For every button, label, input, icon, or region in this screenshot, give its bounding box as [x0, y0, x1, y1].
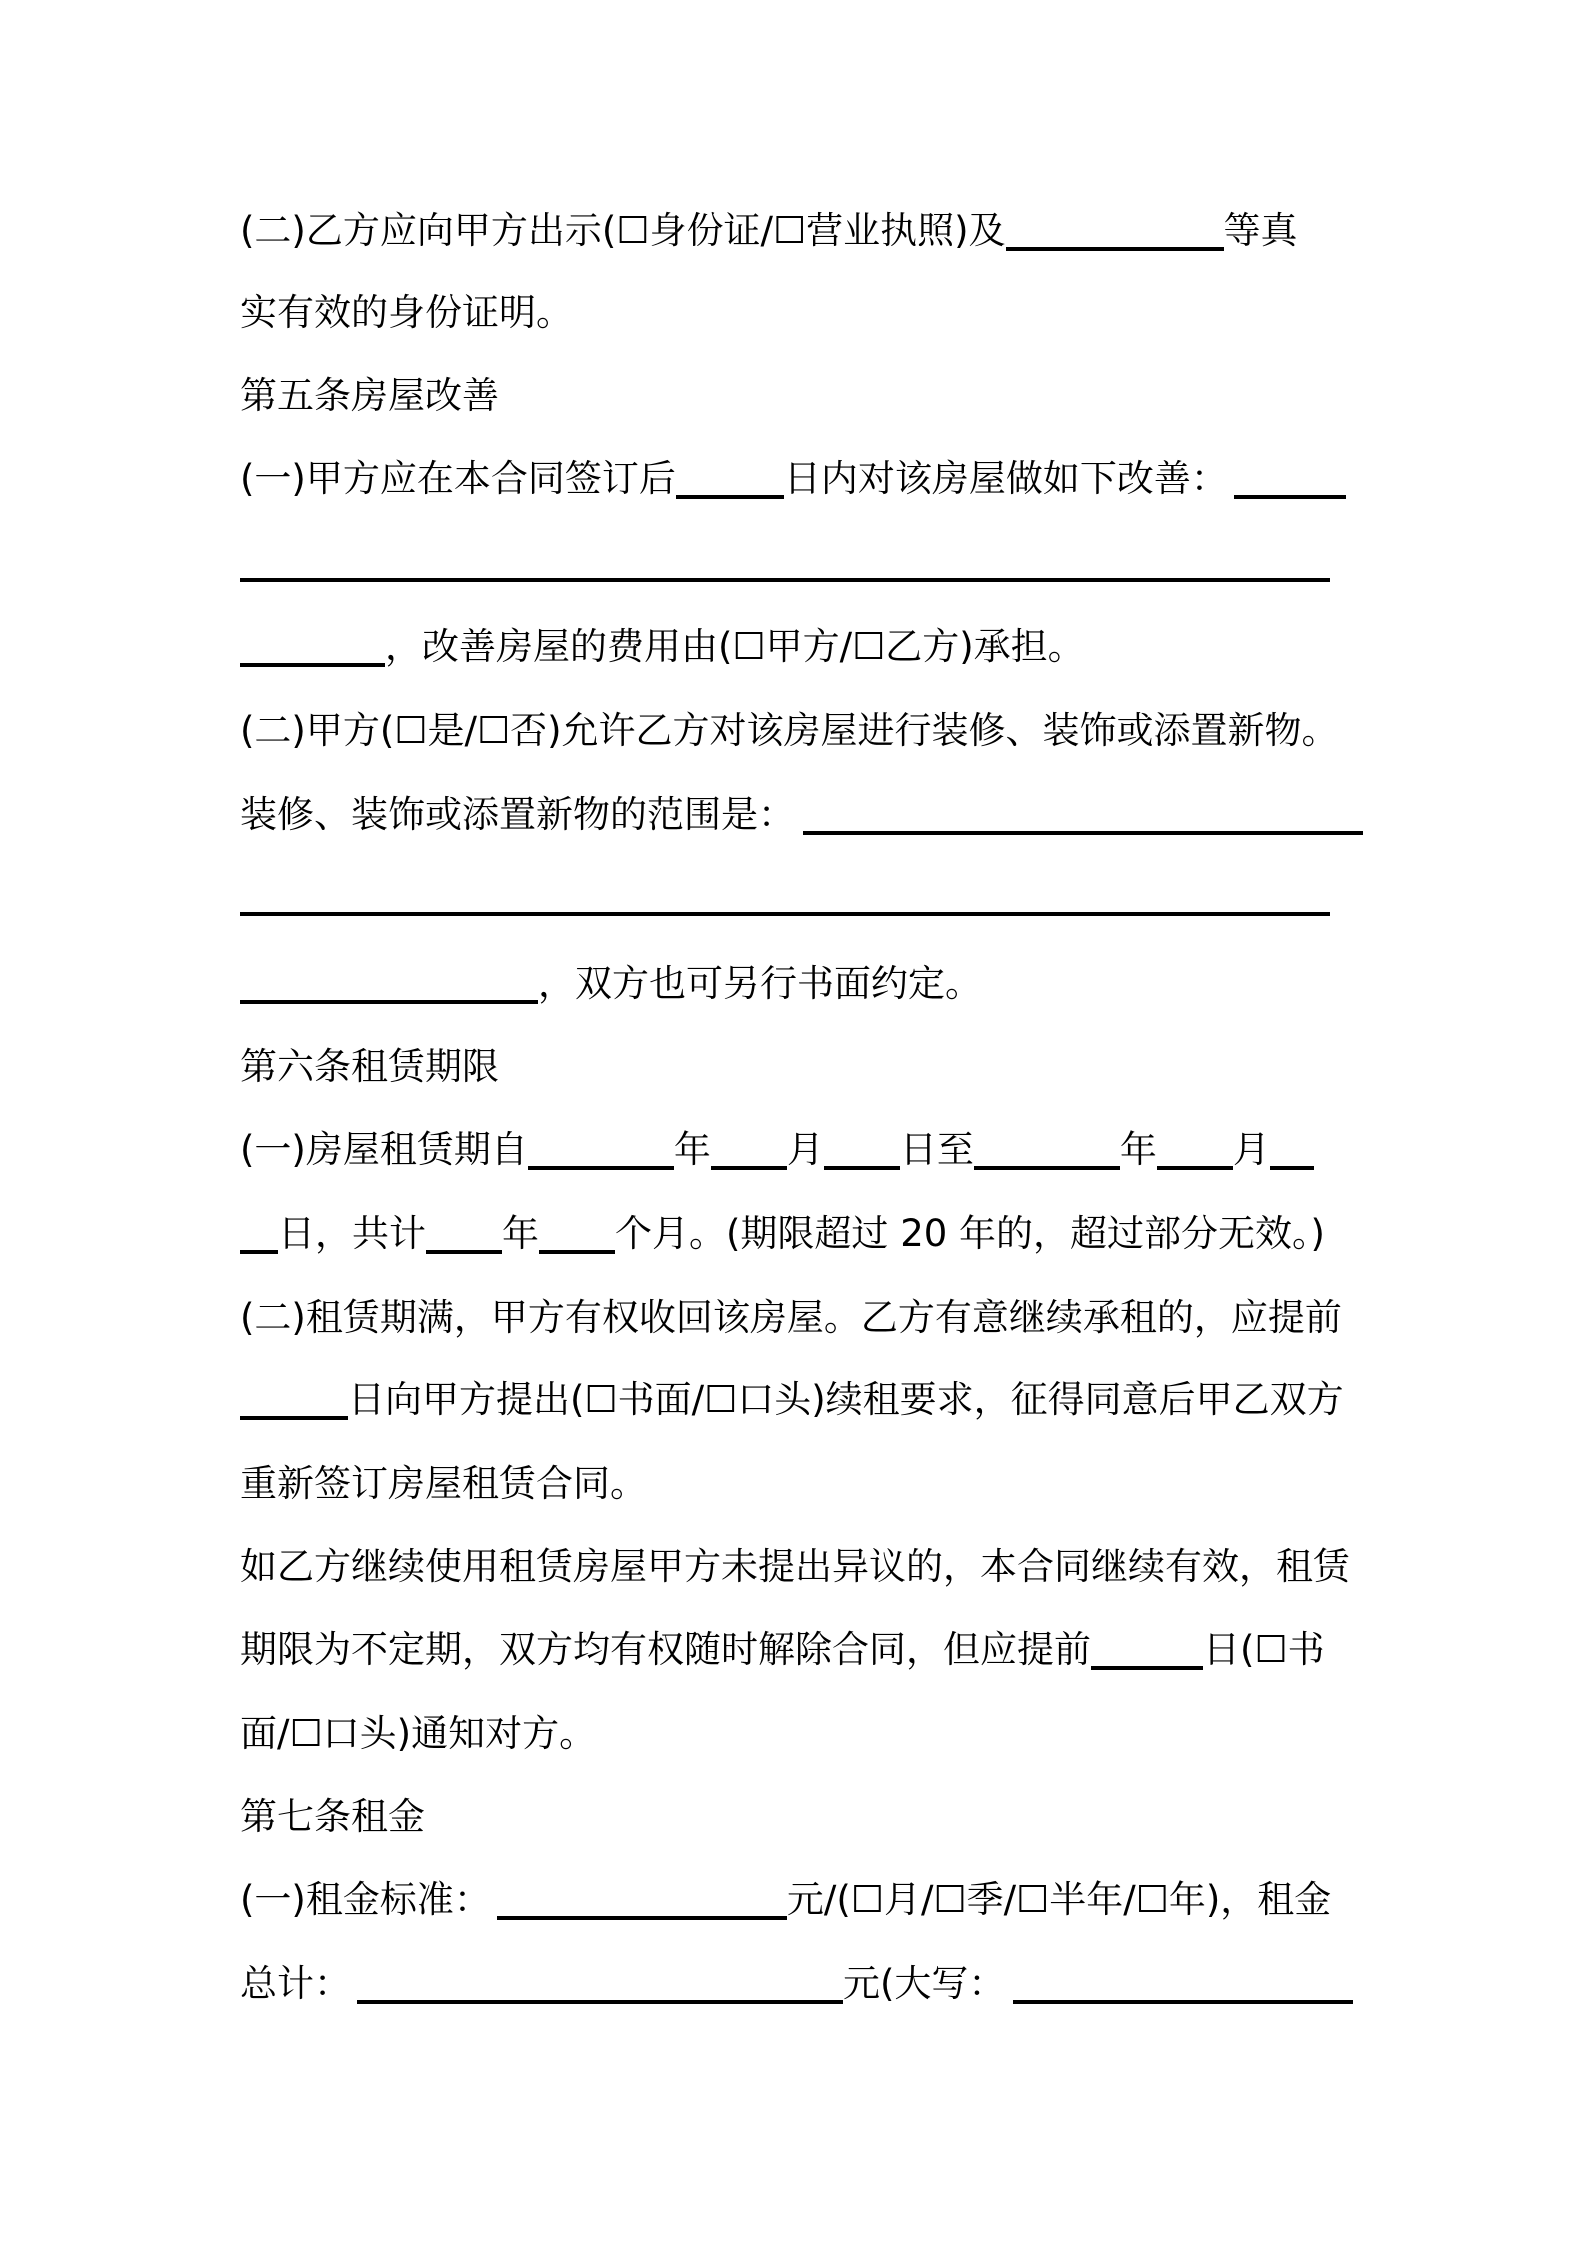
blank-field-month[interactable] — [711, 1127, 787, 1170]
article-heading: 第六条租赁期限 — [240, 1045, 499, 1088]
blank-field-month[interactable] — [539, 1211, 615, 1254]
text: 日至 — [899, 1128, 974, 1171]
blank-field-days[interactable] — [1091, 1627, 1203, 1670]
blank-field-amount-words[interactable] — [1013, 1961, 1353, 2004]
paragraph-lease-total — [240, 1205, 1325, 1263]
text: 元/(☐月/☐季/☐半年/☐年)，租金 — [786, 1878, 1332, 1921]
blank-field-year[interactable] — [528, 1127, 674, 1170]
blank-field-year[interactable] — [426, 1211, 502, 1254]
text: 年 — [502, 1212, 539, 1255]
text: 装修、装饰或添置新物的范围是： — [240, 793, 795, 836]
blank-field[interactable] — [803, 792, 1363, 835]
paragraph-renewal: (二)租赁期满，甲方有权收回该房屋。乙方有意继续承租的，应提前 — [240, 1296, 1342, 1339]
blank-field-month[interactable] — [1157, 1127, 1233, 1170]
paragraph-id-clause — [240, 202, 1298, 260]
paragraph-indefinite — [240, 1621, 1325, 1679]
text: ，双方也可另行书面约定。 — [538, 962, 982, 1005]
paragraph-line: 实有效的身份证明。 — [240, 291, 573, 334]
paragraph-lease-period — [240, 1121, 1314, 1179]
blank-field-days[interactable] — [676, 456, 784, 499]
blank-field[interactable] — [240, 624, 385, 667]
paragraph-scope — [240, 786, 1363, 844]
blank-line[interactable] — [240, 912, 1330, 916]
text: ，改善房屋的费用由(☐甲方/☐乙方)承担。 — [385, 625, 1085, 668]
text: 月 — [1232, 1128, 1270, 1171]
paragraph-rent-total — [240, 1955, 1353, 2013]
blank-field-days[interactable] — [240, 1377, 348, 1420]
blank-line[interactable] — [240, 578, 1330, 582]
text: 日内对该房屋做如下改善： — [783, 457, 1228, 500]
article-heading: 第七条租金 — [240, 1795, 425, 1838]
blank-field-amount[interactable] — [497, 1877, 787, 1920]
text: 日(☐书 — [1203, 1628, 1325, 1671]
paragraph-agreement — [240, 955, 982, 1013]
paragraph-rent-standard — [240, 1871, 1331, 1929]
article-heading: 第五条房屋改善 — [240, 374, 499, 417]
paragraph-renewal-request — [240, 1371, 1344, 1429]
text: 总计： — [240, 1962, 351, 2005]
paragraph-improvement — [240, 450, 1346, 508]
blank-field-day[interactable] — [240, 1211, 278, 1254]
text: 日，共计 — [278, 1212, 426, 1255]
text: 等真 — [1223, 209, 1298, 252]
blank-field-day[interactable] — [1270, 1127, 1314, 1170]
text: 元(大写： — [843, 1962, 1006, 2005]
text: (一)甲方应在本合同签订后 — [240, 457, 676, 500]
blank-field[interactable] — [1006, 208, 1224, 251]
blank-field-day[interactable] — [824, 1127, 900, 1170]
blank-field-year[interactable] — [974, 1127, 1120, 1170]
paragraph-continue: 如乙方继续使用租赁房屋甲方未提出异议的，本合同继续有效，租赁 — [240, 1545, 1350, 1588]
text: 月 — [786, 1128, 824, 1171]
paragraph-line: 面/☐口头)通知对方。 — [240, 1712, 597, 1755]
text: 年 — [673, 1128, 711, 1171]
paragraph-cost — [240, 618, 1085, 676]
text: 年 — [1119, 1128, 1157, 1171]
text: 个月。(期限超过 20 年的，超过部分无效。) — [615, 1212, 1325, 1255]
blank-field[interactable] — [240, 961, 538, 1004]
blank-field-amount[interactable] — [357, 1961, 843, 2004]
text: 期限为不定期，双方均有权随时解除合同，但应提前 — [240, 1628, 1091, 1671]
paragraph-renovation: (二)甲方(☐是/☐否)允许乙方对该房屋进行装修、装饰或添置新物。 — [240, 709, 1339, 752]
text: (二)乙方应向甲方出示(☐身份证/☐营业执照)及 — [240, 209, 1006, 252]
blank-field[interactable] — [1234, 456, 1346, 499]
text: (一)租金标准： — [240, 1878, 491, 1921]
text: 日向甲方提出(☐书面/☐口头)续租要求，征得同意后甲乙双方 — [348, 1378, 1344, 1421]
text: (一)房屋租赁期自 — [240, 1128, 528, 1171]
paragraph-line: 重新签订房屋租赁合同。 — [240, 1462, 647, 1505]
